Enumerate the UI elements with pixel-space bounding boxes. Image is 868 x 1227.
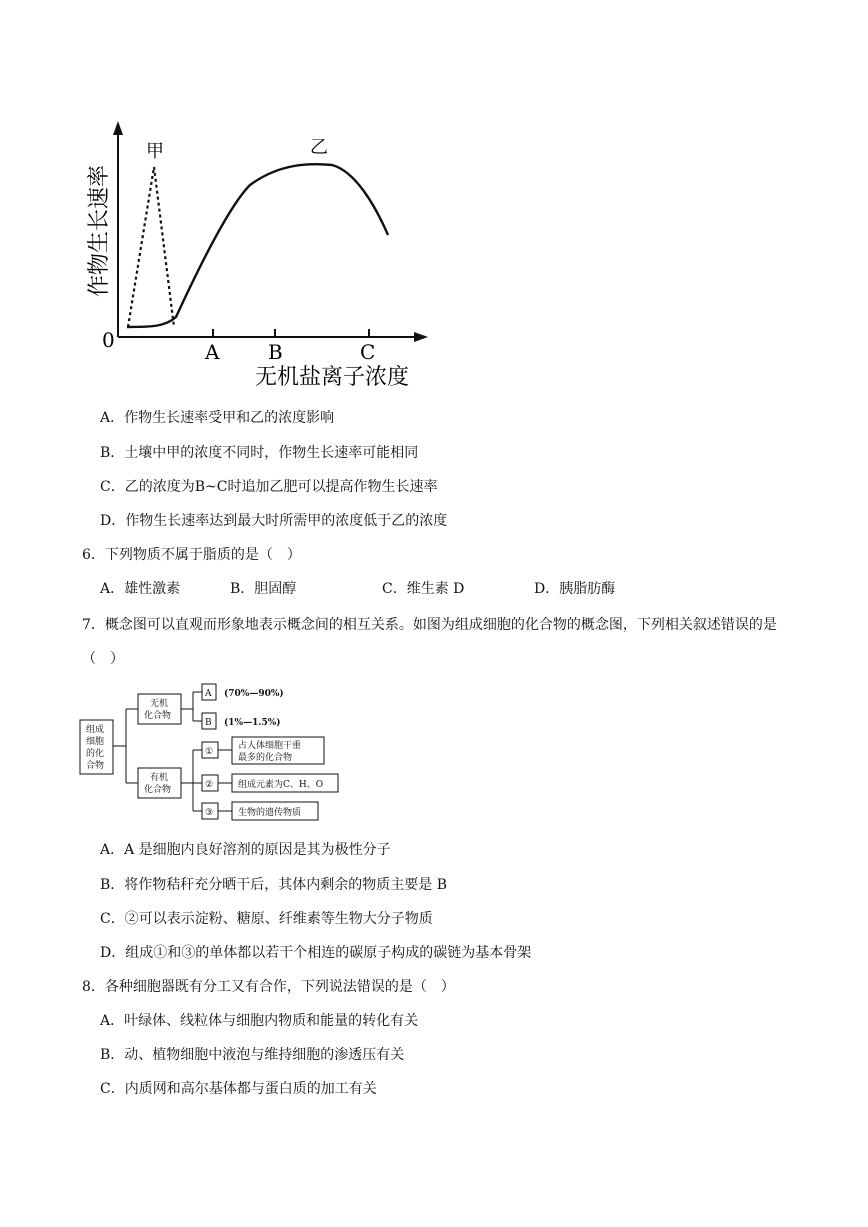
b-box-label: B bbox=[205, 718, 212, 728]
a-note: (70%—90%) bbox=[224, 689, 284, 699]
n1-text-2: 最多的化合物 bbox=[238, 753, 293, 763]
q8-stem: 8．各种细胞器既有分工又有合作，下列说法错误的是（ ） bbox=[82, 979, 455, 995]
b-note: (1%—1.5%) bbox=[224, 718, 281, 728]
organic-text-1: 有机 bbox=[150, 773, 169, 783]
q8-option-b[interactable]: B．动、植物细胞中液泡与维持细胞的渗透压有关 bbox=[100, 1047, 405, 1063]
x-axis-label: 无机盐离子浓度 bbox=[255, 365, 410, 390]
curve-label-yi: 乙 bbox=[310, 137, 328, 158]
x-axis-arrow bbox=[414, 332, 428, 342]
q7-stem: 7．概念图可以直观而形象地表示概念间的相互关系。如图为组成细胞的化合物的概念图，下列相关叙述错误的是（ ） bbox=[82, 617, 777, 667]
q6-option-a[interactable]: A．雄性激素 bbox=[100, 581, 181, 597]
q8-option-a[interactable]: A．叶绿体、线粒体与细胞内物质和能量的转化有关 bbox=[100, 1013, 419, 1029]
q6-options bbox=[100, 578, 700, 598]
tick-label-a: A bbox=[205, 340, 220, 364]
q5-option-b[interactable]: B．土壤中甲的浓度不同时，作物生长速率可能相同 bbox=[100, 445, 419, 461]
tick-label-b: B bbox=[268, 340, 283, 364]
q5-option-c[interactable]: C．乙的浓度为B~C时追加乙肥可以提高作物生长速率 bbox=[100, 479, 438, 495]
root-text-3: 的化 bbox=[86, 749, 105, 759]
growth-rate-graph bbox=[70, 115, 440, 395]
root-text-1: 组成 bbox=[86, 725, 105, 735]
y-axis-arrow bbox=[113, 121, 123, 135]
compound-concept-diagram bbox=[78, 680, 368, 825]
q7-option-a[interactable]: A．A 是细胞内良好溶剂的原因是其为极性分子 bbox=[100, 842, 391, 858]
root-text-2: 细胞 bbox=[86, 737, 105, 747]
curve-yi bbox=[127, 164, 388, 327]
q6-option-b[interactable]: B．胆固醇 bbox=[230, 581, 297, 597]
y-axis-label: 作物生长速率 bbox=[87, 164, 112, 297]
q7-option-d[interactable]: D．组成①和③的单体都以若干个相连的碳原子构成的碳链为基本骨架 bbox=[100, 945, 532, 961]
tick-label-c: C bbox=[360, 340, 376, 364]
q5-option-d[interactable]: D．作物生长速率达到最大时所需甲的浓度低于乙的浓度 bbox=[100, 513, 448, 529]
q6-option-c[interactable]: C．维生素 D bbox=[382, 581, 465, 597]
n2-text: 组成元素为C、H、O bbox=[238, 780, 324, 790]
q6-option-d[interactable]: D．胰脂肪酶 bbox=[534, 581, 616, 597]
curve-label-jia: 甲 bbox=[146, 141, 164, 162]
root-text-4: 合物 bbox=[86, 761, 105, 771]
origin-label: 0 bbox=[102, 328, 115, 352]
n3-text: 生物的遗传物质 bbox=[238, 808, 302, 818]
q6-stem: 6．下列物质不属于脂质的是（ ） bbox=[82, 547, 301, 563]
inorganic-text-2: 化合物 bbox=[144, 711, 172, 721]
q8-option-c[interactable]: C．内质网和高尔基体都与蛋白质的加工有关 bbox=[100, 1081, 377, 1097]
curve-jia bbox=[128, 167, 174, 327]
inorganic-text-1: 无机 bbox=[150, 699, 169, 709]
a-box-label: A bbox=[205, 689, 212, 699]
q5-option-a[interactable]: A．作物生长速率受甲和乙的浓度影响 bbox=[100, 410, 335, 426]
n3-label: ③ bbox=[205, 808, 214, 818]
organic-text-2: 化合物 bbox=[144, 785, 172, 795]
q7-option-b[interactable]: B．将作物秸秆充分晒干后，其体内剩余的物质主要是 B bbox=[100, 877, 448, 893]
q7-option-c[interactable]: C．②可以表示淀粉、糖原、纤维素等生物大分子物质 bbox=[100, 911, 433, 927]
n2-label: ② bbox=[205, 780, 214, 790]
n1-label: ① bbox=[205, 747, 214, 757]
n1-text-1: 占人体细胞干重 bbox=[238, 741, 302, 751]
